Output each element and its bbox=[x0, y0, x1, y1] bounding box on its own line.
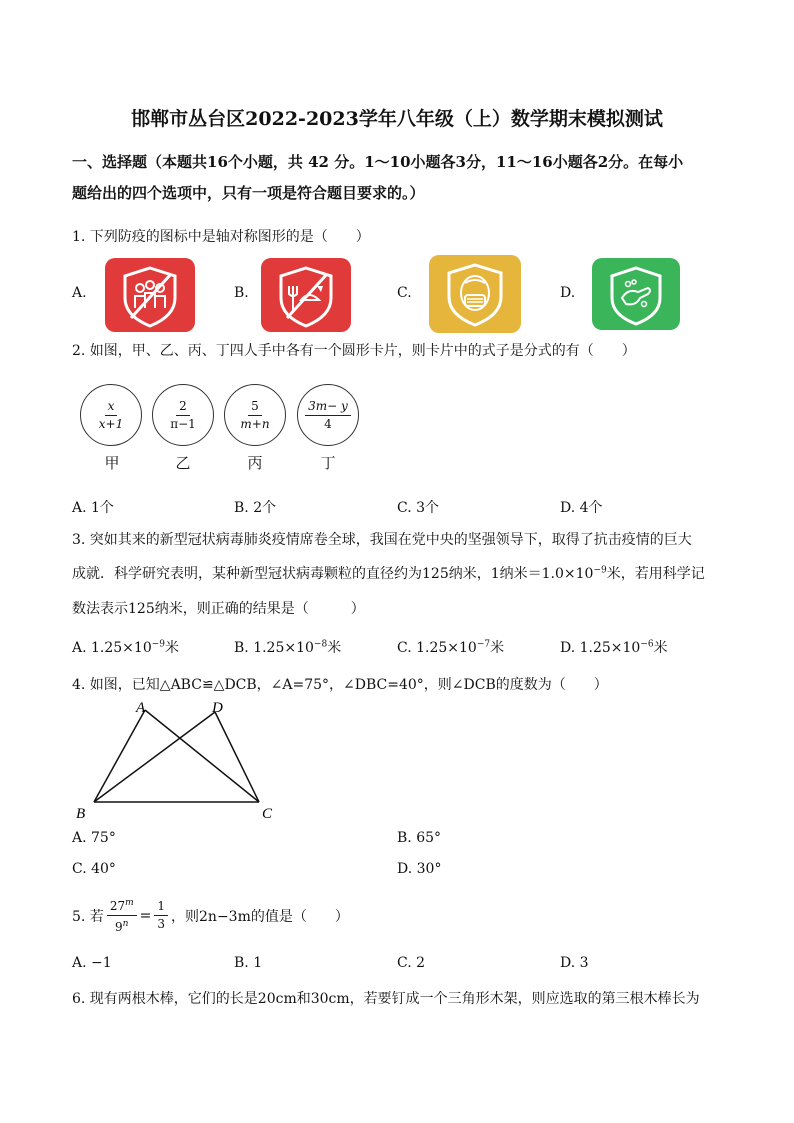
q3-line2-text-a: 成就．科学研究表明，某种新型冠状病毒颗粒的直径约为125纳米，1纳米＝1.0×10 bbox=[72, 566, 594, 582]
q3-option-c-prefix: C. 1.25×10 bbox=[397, 640, 477, 656]
q3-option-d-suffix: 米 bbox=[653, 640, 668, 656]
q5-rhs-fraction bbox=[154, 899, 168, 932]
q4-option-d: D. 30° bbox=[397, 861, 442, 877]
q3-line2-text-b: 米，若用科学记 bbox=[606, 566, 705, 582]
question-2-stem: 2. 如图，甲、乙、丙、丁四人手中各有一个圆形卡片，则卡片中的式子是分式的有（ ） bbox=[72, 343, 636, 359]
q2-option-b: B. 2个 bbox=[234, 500, 277, 516]
card-ding bbox=[297, 384, 359, 446]
q3-option-c-exponent: −7 bbox=[476, 639, 491, 650]
card-jia-numerator: x bbox=[105, 399, 118, 416]
point-label-b: B bbox=[76, 806, 86, 822]
card-yi-label: 乙 bbox=[175, 454, 191, 472]
q1-option-c-label: C. bbox=[397, 285, 412, 301]
question-3-line3: 数法表示125纳米，则正确的结果是（ ） bbox=[72, 601, 365, 617]
q5-prefix: 5. 若 bbox=[72, 908, 104, 925]
q5-option-c: C. 2 bbox=[397, 955, 426, 971]
q4-option-c: C. 40° bbox=[72, 861, 116, 877]
q3-option-a bbox=[72, 637, 179, 657]
q5-rhs-denominator: 3 bbox=[157, 917, 166, 931]
question-3-line2 bbox=[72, 563, 705, 583]
q3-option-d-prefix: D. 1.25×10 bbox=[560, 640, 641, 656]
card-jia-denominator: x+1 bbox=[98, 416, 124, 431]
section-heading-line2: 题给出的四个选项中，只有一项是符合题目要求的。） bbox=[72, 184, 425, 202]
page-title: 邯郸市丛台区2022-2023学年八年级（上）数学期末模拟测试 bbox=[131, 108, 663, 130]
q5-option-d: D. 3 bbox=[560, 955, 589, 971]
point-label-d: D bbox=[212, 700, 223, 716]
q5-rhs-numerator: 1 bbox=[154, 899, 168, 916]
q3-option-b-prefix: B. 1.25×10 bbox=[234, 640, 314, 656]
point-label-a: A bbox=[136, 700, 146, 716]
no-dining-icon bbox=[261, 258, 351, 332]
q2-option-c: C. 3个 bbox=[397, 500, 440, 516]
q3-line2-exponent: −9 bbox=[593, 565, 607, 576]
card-ding-denominator: 4 bbox=[324, 416, 332, 431]
q3-option-d bbox=[560, 637, 668, 657]
card-jia-label: 甲 bbox=[104, 454, 120, 472]
card-bing-denominator: m+n bbox=[240, 416, 270, 431]
q5-suffix: ，则2n−3m的值是（ ） bbox=[171, 908, 349, 925]
segment-ab bbox=[94, 710, 145, 802]
card-yi bbox=[152, 384, 214, 446]
card-bing-numerator: 5 bbox=[248, 399, 262, 416]
q5-option-a: A. −1 bbox=[72, 955, 112, 971]
q3-option-a-suffix: 米 bbox=[165, 640, 180, 656]
triangle-figure bbox=[70, 696, 290, 824]
q3-option-b-exponent: −8 bbox=[313, 639, 328, 650]
question-5-stem bbox=[72, 896, 349, 935]
question-4-stem: 4. 如图，已知△ABC≌△DCB，∠A=75°，∠DBC=40°，则∠DCB的度数为（ ） bbox=[72, 677, 608, 693]
q3-option-d-exponent: −6 bbox=[640, 639, 654, 650]
card-ding-numerator: 3m− y bbox=[305, 399, 351, 416]
q1-option-b-label: B. bbox=[234, 285, 249, 301]
card-ding-label: 丁 bbox=[320, 454, 336, 472]
segment-ac bbox=[145, 710, 259, 802]
mask-icon bbox=[429, 255, 521, 333]
q5-lhs-denominator-exponent: n bbox=[122, 919, 129, 929]
q1-option-a-label: A. bbox=[72, 285, 87, 301]
q3-option-c bbox=[397, 637, 504, 657]
point-label-c: C bbox=[262, 806, 273, 822]
card-bing bbox=[224, 384, 286, 446]
q5-lhs-numerator-exponent: m bbox=[125, 898, 134, 908]
q5-lhs-numerator: 27 bbox=[109, 899, 126, 913]
q3-option-b bbox=[234, 637, 341, 657]
q5-lhs-denominator: 9 bbox=[115, 920, 123, 934]
q4-option-a: A. 75° bbox=[72, 830, 116, 846]
question-1-stem: 1. 下列防疫的图标中是轴对称图形的是（ ） bbox=[72, 229, 370, 245]
card-yi-numerator: 2 bbox=[176, 399, 190, 416]
segment-db bbox=[94, 712, 215, 802]
q3-option-b-suffix: 米 bbox=[327, 640, 342, 656]
card-bing-label: 丙 bbox=[247, 454, 263, 472]
q2-option-d: D. 4个 bbox=[560, 500, 603, 516]
card-jia bbox=[80, 384, 142, 446]
question-6-stem: 6. 现有两根木棒，它们的长是20cm和30cm，若要钉成一个三角形木架，则应选取的第三根木棒长为 bbox=[72, 991, 700, 1007]
q5-option-b: B. 1 bbox=[234, 955, 263, 971]
q2-option-a: A. 1个 bbox=[72, 500, 114, 516]
q5-equals: = bbox=[139, 907, 152, 924]
q1-option-d-label: D. bbox=[560, 285, 576, 301]
segment-dc bbox=[215, 712, 259, 802]
q4-option-b: B. 65° bbox=[397, 830, 442, 846]
q5-lhs-fraction bbox=[107, 896, 137, 935]
question-3-line1: 3. 突如其来的新型冠状病毒肺炎疫情席卷全球，我国在党中央的坚强领导下，取得了抗击疫情的巨大 bbox=[72, 532, 692, 548]
card-yi-denominator: π−1 bbox=[170, 416, 196, 431]
q3-option-a-exponent: −9 bbox=[151, 639, 166, 650]
section-heading-line1: 一、选择题（本题共16个小题，共 42 分。1～10小题各3分，11～16小题各2分。在每小 bbox=[72, 153, 684, 171]
q3-option-a-prefix: A. 1.25×10 bbox=[72, 640, 152, 656]
wash-hands-icon bbox=[592, 258, 680, 330]
q3-option-c-suffix: 米 bbox=[490, 640, 505, 656]
no-gathering-icon bbox=[105, 258, 195, 332]
